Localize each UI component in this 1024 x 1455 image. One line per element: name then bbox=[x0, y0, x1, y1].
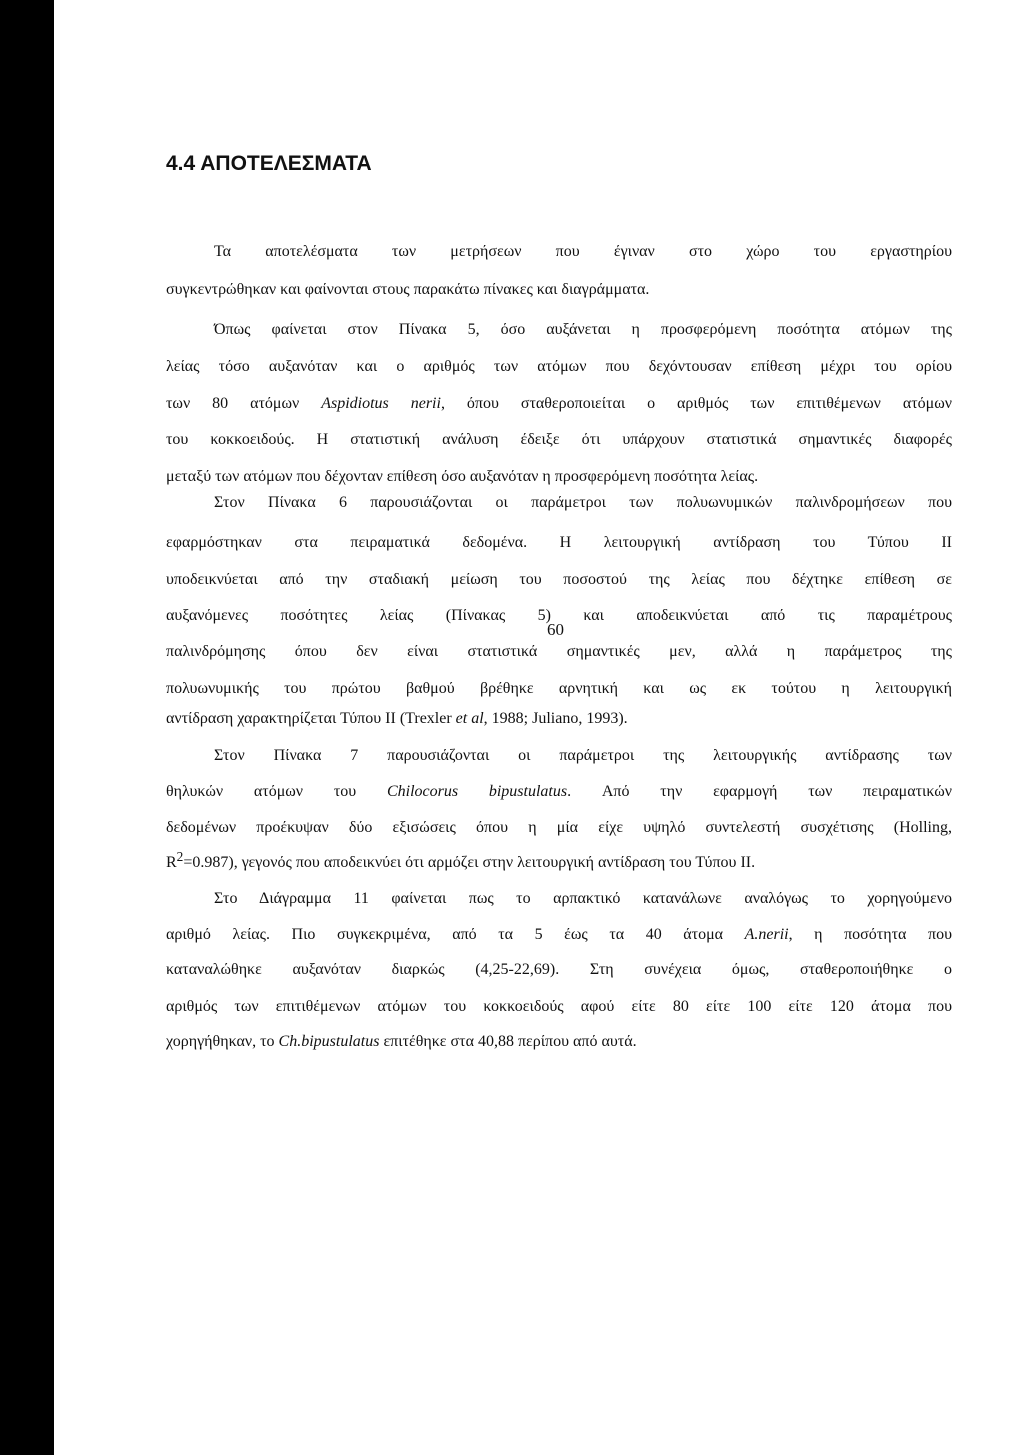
text-line: υποδεικνύεται από την σταδιακή μείωση του ποσοστού της λείας που δέχτηκε επίθεση σε bbox=[166, 571, 952, 588]
text-line: Στο Διάγραμμα 11 φαίνεται πως το αρπακτικό κατανάλωνε αναλόγως το χορηγούμενο bbox=[214, 890, 952, 907]
page-number: 60 bbox=[547, 620, 564, 639]
text-line: αριθμός των επιτιθέμενων ατόμων του κοκκοειδούς αφού είτε 80 είτε 100 είτε 120 άτομα που bbox=[166, 998, 952, 1015]
text-line: Όπως φαίνεται στον Πίνακα 5, όσο αυξάνεται η προσφερόμενη ποσότητα ατόμων της bbox=[214, 321, 952, 338]
document-page bbox=[54, 0, 1024, 1455]
text-line: παλινδρόμησης όπου δεν είναι στατιστικά σημαντικές μεν, αλλά η παράμετρος της bbox=[166, 643, 952, 660]
text-line: θηλυκών ατόμων του Chilocorus bipustulatus. Από την εφαρμογή των πειραματικών bbox=[166, 783, 953, 800]
text-line: πολυωνυμικής του πρώτου βαθμού βρέθηκε αρνητική και ως εκ τούτου η λειτουργική bbox=[166, 680, 952, 697]
text-line: αυξανόμενες ποσότητες λείας (Πίνακας 5) και αποδεικνύεται από τις παραμέτρους bbox=[166, 607, 952, 624]
text-line: $R^2=0.987$), γεγονός που αποδεικνύει ότι αρμόζει στην λειτουργική αντίδραση του Τύπου II. bbox=[166, 848, 756, 872]
text-line: Στον Πίνακα 6 παρουσιάζονται οι παράμετροι των πολυωνυμικών παλινδρομήσεων που bbox=[214, 494, 952, 511]
text-line: αντίδραση χαρακτηρίζεται Τύπου II (Trexler et al, 1988; Juliano, 1993). bbox=[166, 710, 628, 727]
section-heading: 4.4 ΑΠΟΤΕΛΕΣΜΑΤΑ bbox=[166, 152, 372, 175]
text-line: αριθμό λείας. Πιο συγκεκριμένα, από τα 5 έως τα 40 άτομα A.nerii, η ποσότητα που bbox=[166, 926, 952, 943]
text-line: των 80 ατόμων Aspidiotus nerii, όπου σταθεροποιείται ο αριθμός των επιτιθέμενων ατόμων bbox=[166, 395, 953, 412]
text-line: λείας τόσο αυξανόταν και ο αριθμός των ατόμων που δεχόντουσαν επίθεση μέχρι του ορίου bbox=[166, 358, 952, 375]
text-line: του κοκκοειδούς. Η στατιστική ανάλυση έδειξε ότι υπάρχουν στατιστικά σημαντικές διαφορές bbox=[166, 431, 952, 448]
text-line: καταναλώθηκε αυξανόταν διαρκώς (4,25-22,69). Στη συνέχεια όμως, σταθεροποιήθηκε ο bbox=[166, 961, 952, 978]
text-line: συγκεντρώθηκαν και φαίνονται στους παρακάτω πίνακες και διαγράμματα. bbox=[166, 281, 650, 298]
text-line: Στον Πίνακα 7 παρουσιάζονται οι παράμετροι της λειτουργικής αντίδρασης των bbox=[214, 747, 952, 764]
text-line: δεδομένων προέκυψαν δύο εξισώσεις όπου η μία είχε υψηλό συντελεστή συσχέτισης (Holling, bbox=[166, 819, 952, 836]
text-line: μεταξύ των ατόμων που δέχονταν επίθεση όσο αυξανόταν η προσφερόμενη ποσότητα λείας. bbox=[166, 468, 759, 485]
text-line: χορηγήθηκαν, το Ch.bipustulatus επιτέθηκε στα 40,88 περίπου από αυτά. bbox=[166, 1033, 637, 1050]
text-line: Τα αποτελέσματα των μετρήσεων που έγιναν στο χώρο του εργαστηρίου bbox=[214, 243, 952, 260]
text-line: εφαρμόστηκαν στα πειραματικά δεδομένα. Η λειτουργική αντίδραση του Τύπου II bbox=[166, 534, 952, 551]
